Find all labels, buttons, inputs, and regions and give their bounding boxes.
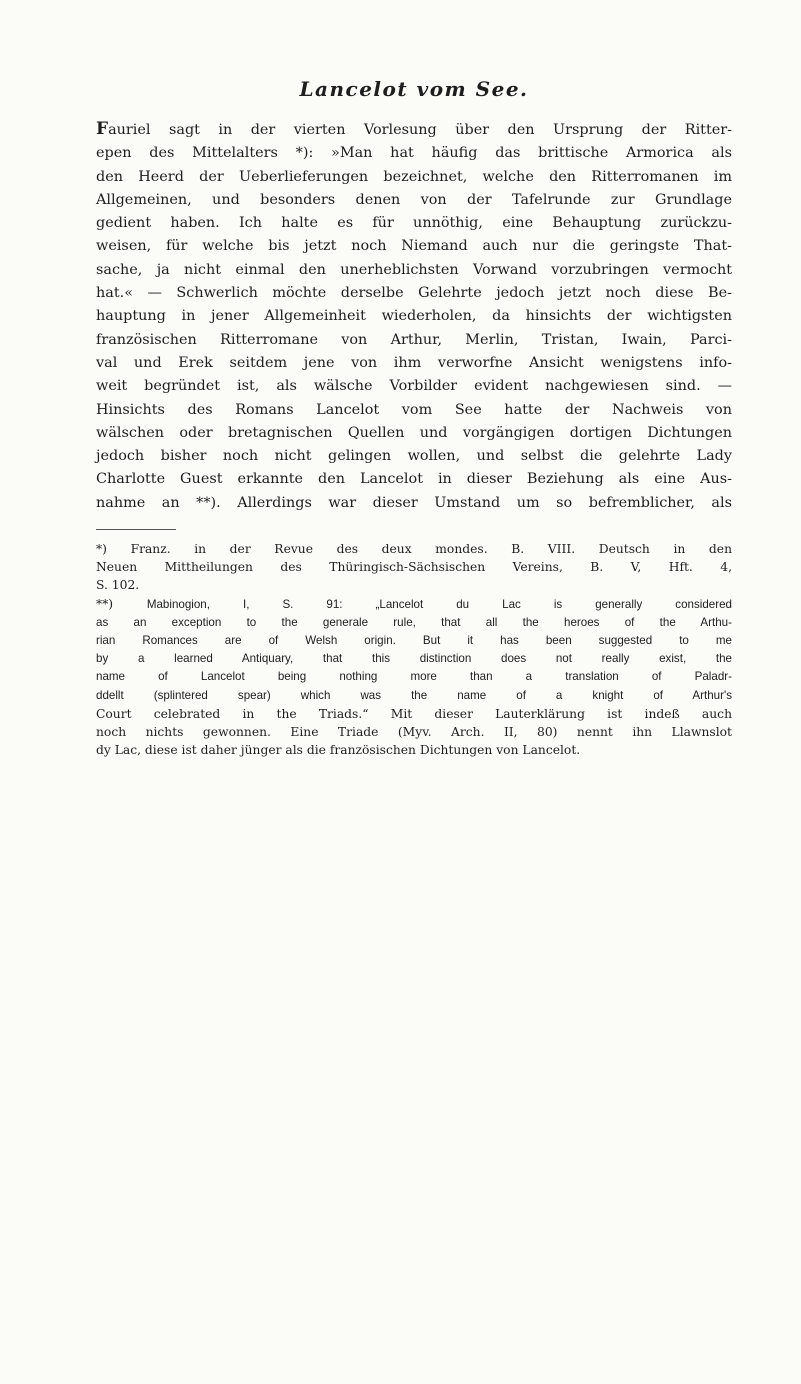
text-line: hauptung in jener Allgemeinheit wiederholen, da hinsichts der wichtigsten [96, 308, 732, 325]
main-paragraph [96, 118, 732, 515]
footnote-line: Court celebrated in the Triads.“ Mit dieser Lauterklärung ist indeß auch [96, 706, 732, 721]
footnotes [96, 540, 732, 759]
footnote-marker: **) [96, 596, 114, 611]
footnote-line: *) Franz. in der Revue des deux mondes. B. VIII. Deutsch in den [96, 542, 732, 557]
text-line: weit begründet ist, als wälsche Vorbilder evident nachgewiesen sind. — [96, 378, 732, 395]
footnote-line: ddellt (splintered spear) which was the name of a knight of Arthur's [96, 688, 732, 702]
text-line: gedient haben. Ich halte es für unnöthig, eine Behauptung zurückzu- [96, 215, 732, 232]
footnote-line: name of Lancelot being nothing more than a translation of Paladr- [96, 670, 732, 684]
text-line: Hinsichts des Romans Lancelot vom See hatte der Nachweis von [96, 401, 732, 418]
text-line: jedoch bisher noch nicht gelingen wollen, und selbst die gelehrte Lady [96, 448, 732, 465]
text-line: Fauriel sagt in der vierten Vorlesung über den Ursprung der Ritter- [96, 119, 732, 139]
page-title: Lancelot vom See. [299, 77, 529, 101]
page [96, 76, 732, 759]
text-line: val und Erek seitdem jene von ihm verworfne Ansicht wenigstens info- [96, 354, 732, 371]
footnote-2 [96, 595, 732, 760]
footnote-line: noch nichts gewonnen. Eine Triade (Myv. Arch. II, 80) nennt ihn Llawnslot [96, 725, 732, 740]
text-line: weisen, für welche bis jetzt noch Niemand auch nur die geringste That- [96, 238, 732, 255]
text-line: französischen Ritterromane von Arthur, Merlin, Tristan, Iwain, Parci- [96, 331, 732, 348]
text-line: Allgemeinen, und besonders denen von der Tafelrunde zur Grundlage [96, 191, 732, 208]
footnote-divider [96, 529, 176, 530]
text-line: sache, ja nicht einmal den unerheblichsten Vorwand vorzubringen vermocht [96, 261, 732, 278]
footnote-1 [96, 540, 732, 595]
footnote-line: by a learned Antiquary, that this distinction does not really exist, the [96, 652, 732, 666]
text-line: nahme an **). Allerdings war dieser Umstand um so befremblicher, als [96, 494, 732, 511]
text-line: hat.« — Schwerlich möchte derselbe Gelehrte jedoch jetzt noch diese Be- [96, 285, 732, 302]
footnote-line: **) Mabinogion, I, S. 91: „Lancelot du Lac is generally considered [96, 596, 732, 611]
drop-cap: F [96, 119, 109, 139]
footnote-line: as an exception to the generale rule, that all the heroes of the Arthu- [96, 615, 732, 629]
footnote-line: rian Romances are of Welsh origin. But it has been suggested to me [96, 634, 732, 648]
footnote-marker: *) [96, 542, 107, 557]
footnote-line: S. 102. [96, 578, 140, 593]
footnote-line: dy Lac, diese ist daher jünger als die französischen Dichtungen von Lancelot. [96, 743, 581, 758]
footnote-line: Neuen Mittheilungen des Thüringisch-Sächsischen Vereins, B. V, Hft. 4, [96, 560, 732, 575]
text-line: Charlotte Guest erkannte den Lancelot in dieser Beziehung als eine Aus- [96, 471, 732, 488]
text-line: den Heerd der Ueberlieferungen bezeichnet, welche den Ritterromanen im [96, 168, 732, 185]
text-line: epen des Mittelalters *): »Man hat häufig das brittische Armorica als [96, 145, 732, 162]
text-line: wälschen oder bretagnischen Quellen und vorgängigen dortigen Dichtungen [96, 424, 732, 441]
